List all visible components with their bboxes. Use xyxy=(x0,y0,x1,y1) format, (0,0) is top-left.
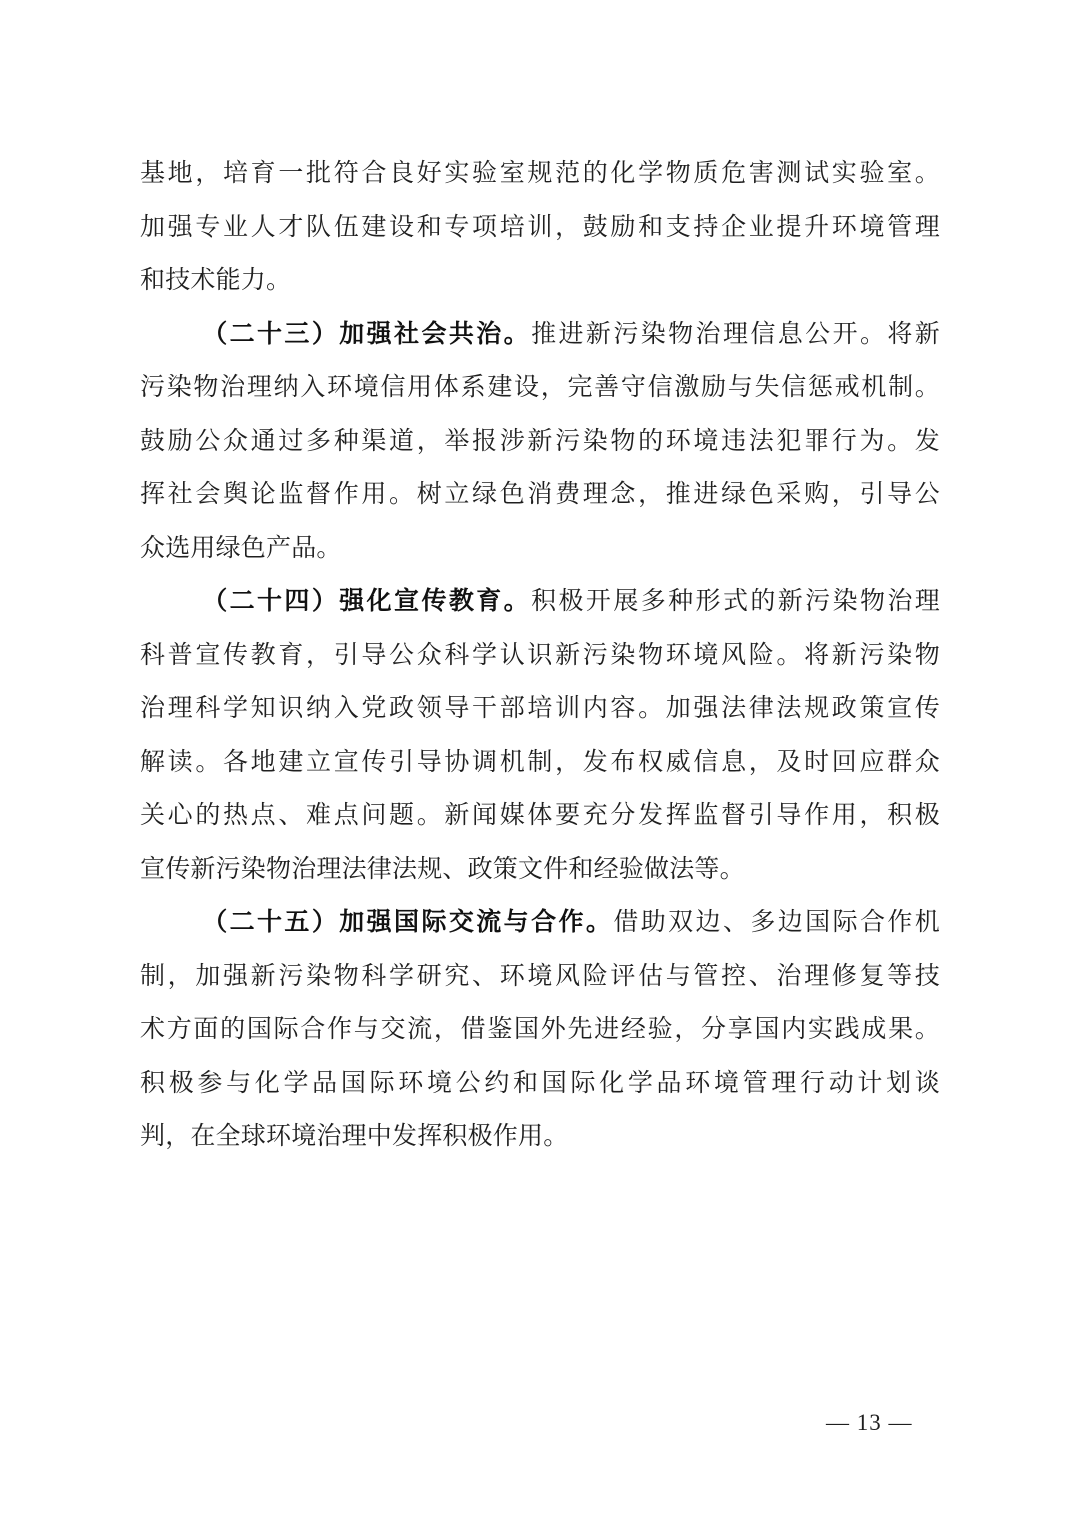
text-line: 判，在全球环境治理中发挥积极作用。 xyxy=(140,1121,569,1150)
text-line xyxy=(140,574,940,628)
text-line: 治理科学知识纳入党政领导干部培训内容。加强法律法规政策宣传 xyxy=(140,693,940,722)
text-line: 和技术能力。 xyxy=(140,265,292,294)
text-line: 宣传新污染物治理法律法规、政策文件和经验做法等。 xyxy=(140,853,745,883)
text-line: 解读。各地建立宣传引导协调机制，发布权威信息，及时回应群众 xyxy=(140,746,940,776)
text-line: 挥社会舆论监督作用。树立绿色消费理念，推进绿色采购，引导公 xyxy=(140,479,940,508)
paragraph-publicity-education xyxy=(140,574,940,895)
text-span: 推进新污染物治理信息公开。将新 xyxy=(531,318,940,348)
text-span: 积极开展多种形式的新污染物治理 xyxy=(531,586,940,615)
text-line xyxy=(140,307,940,361)
text-line: 关心的热点、难点问题。新闻媒体要充分发挥监督引导作用，积极 xyxy=(140,800,940,829)
text-line: 众选用绿色产品。 xyxy=(140,532,342,562)
section-heading: （二十五）加强国际交流与合作。 xyxy=(200,907,614,936)
paragraph-international-cooperation xyxy=(140,895,940,1163)
text-line: 基地，培育一批符合良好实验室规范的化学物质危害测试实验室。 xyxy=(140,158,940,187)
text-line: 鼓励公众通过多种渠道，举报涉新污染物的环境违法犯罪行为。发 xyxy=(140,425,940,455)
paragraph-continuation xyxy=(140,146,940,307)
text-line xyxy=(140,895,940,949)
text-line: 术方面的国际合作与交流，借鉴国外先进经验，分享国内实践成果。 xyxy=(140,1014,940,1043)
text-line: 制，加强新污染物科学研究、环境风险评估与管控、治理修复等技 xyxy=(140,960,940,990)
text-line: 积极参与化学品国际环境公约和国际化学品环境管理行动计划谈 xyxy=(140,1067,940,1097)
text-span: 借助双边、多边国际合作机 xyxy=(613,907,940,936)
text-line: 科普宣传教育，引导公众科学认识新污染物环境风险。将新污染物 xyxy=(140,639,940,669)
section-heading: （二十三）加强社会共治。 xyxy=(200,318,532,348)
section-heading: （二十四）强化宣传教育。 xyxy=(200,586,532,615)
paragraph-social-governance xyxy=(140,307,940,575)
text-line: 污染物治理纳入环境信用体系建设，完善守信激励与失信惩戒机制。 xyxy=(140,372,940,401)
page-number: — 13 — xyxy=(826,1410,913,1435)
text-line: 加强专业人才队伍建设和专项培训，鼓励和支持企业提升环境管理 xyxy=(140,211,940,241)
document-body xyxy=(140,146,940,1163)
